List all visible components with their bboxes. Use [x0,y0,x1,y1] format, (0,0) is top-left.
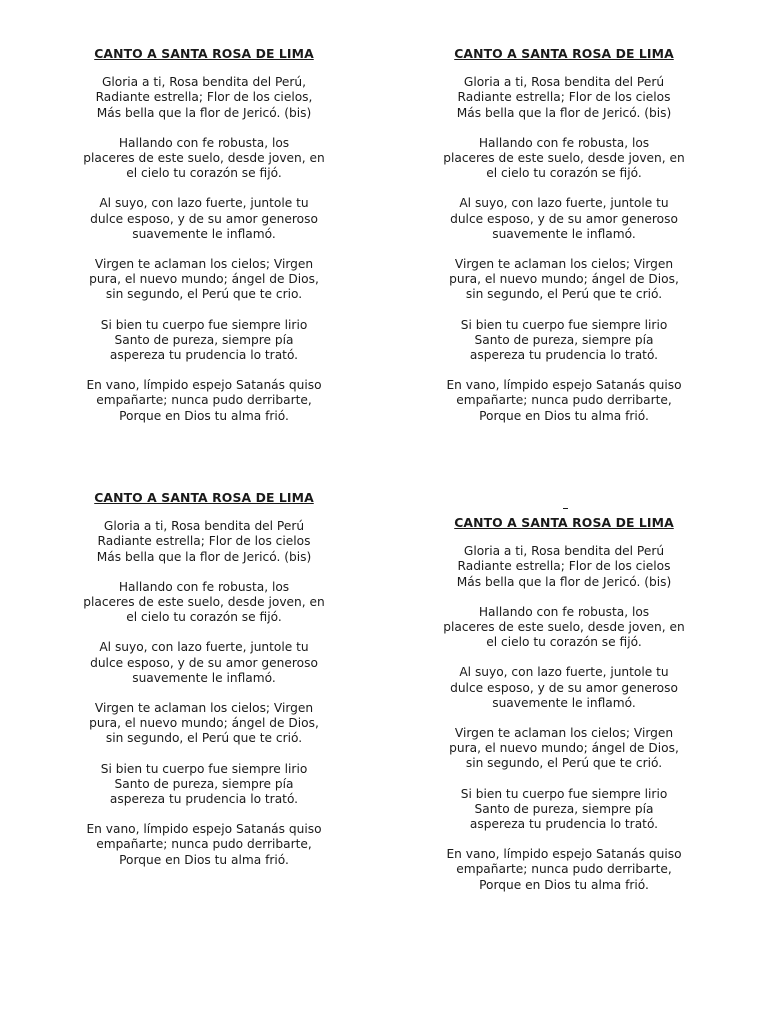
verse-line: Si bien tu cuerpo fue siempre lirio [100,761,308,776]
verse-line: Si bien tu cuerpo fue siempre lirio [100,317,308,332]
verse-line: aspereza tu prudencia lo trató. [469,348,659,363]
song-card [54,490,354,883]
verse-line: Virgen te aclaman los cielos; Virgen [94,701,314,716]
verse-line: Hallando con fe robusta, los [118,135,290,150]
stanza [54,257,354,303]
verse-line: empañarte; nunca pudo derribarte, [456,862,672,877]
stanza [54,822,354,868]
stanza [54,580,354,626]
verse-line: Más bella que la flor de Jericó. (bis) [456,574,672,589]
stanza [414,605,714,651]
verse-line: sin segundo, el Perú que te crió. [105,731,303,746]
verse-line: suavemente le inflamó. [132,670,276,685]
verse-line: Si bien tu cuerpo fue siempre lirio [460,786,668,801]
stanza [54,318,354,364]
verse-line: aspereza tu prudencia lo trató. [109,348,299,363]
stanza [54,196,354,242]
verse-line: suavemente le inflamó. [492,695,636,710]
verse-line: En vano, límpido espejo Satanás quiso [446,378,682,393]
stanza [414,847,714,893]
verse-line: Más bella que la flor de Jericó. (bis) [456,105,672,120]
verse-line: Hallando con fe robusta, los [478,135,650,150]
stanza [414,196,714,242]
verse-line: pura, el nuevo mundo; ángel de Dios, [449,272,679,287]
verse-line: aspereza tu prudencia lo trató. [469,817,659,832]
stanza [414,136,714,182]
verse-line: Porque en Dios tu alma frió. [479,408,649,423]
stanza [54,378,354,424]
verse-line: sin segundo, el Perú que te crió. [465,756,663,771]
song-title: CANTO A SANTA ROSA DE LIMA [454,515,674,530]
verse-line: el cielo tu corazón se fijó. [126,166,282,181]
stray-mark [563,508,568,509]
song-title: CANTO A SANTA ROSA DE LIMA [94,46,314,61]
stanza [414,75,714,121]
song-card [54,46,354,439]
stanza [54,519,354,565]
verse-line: Porque en Dios tu alma frió. [119,852,289,867]
verse-line: Al suyo, con lazo fuerte, juntole tu [99,196,309,211]
song-card [414,515,714,908]
verse-line: sin segundo, el Perú que te crio. [105,287,303,302]
verse-line: En vano, límpido espejo Satanás quiso [86,378,322,393]
verse-line: Más bella que la flor de Jericó. (bis) [96,105,312,120]
verse-line: el cielo tu corazón se fijó. [126,610,282,625]
stanza [414,787,714,833]
verse-line: Más bella que la flor de Jericó. (bis) [96,549,312,564]
verse-line: aspereza tu prudencia lo trató. [109,792,299,807]
verse-line: Al suyo, con lazo fuerte, juntole tu [459,665,669,680]
verse-line: dulce esposo, y de su amor generoso [450,680,678,695]
verse-line: Al suyo, con lazo fuerte, juntole tu [459,196,669,211]
verse-line: placeres de este suelo, desde joven, en [83,595,325,610]
verse-line: pura, el nuevo mundo; ángel de Dios, [89,716,319,731]
verse-line: Radiante estrella; Flor de los cielos, [95,90,313,105]
stanza [414,378,714,424]
verse-line: placeres de este suelo, desde joven, en [443,620,685,635]
verse-line: empañarte; nunca pudo derribarte, [96,837,312,852]
verse-line: Si bien tu cuerpo fue siempre lirio [460,317,668,332]
verse-line: Santo de pureza, siempre pía [114,332,294,347]
verse-line: pura, el nuevo mundo; ángel de Dios, [89,272,319,287]
stanza [414,665,714,711]
verse-line: suavemente le inflamó. [132,226,276,241]
verse-line: empañarte; nunca pudo derribarte, [456,393,672,408]
stanza [414,257,714,303]
stanza [54,762,354,808]
song-card [414,46,714,439]
verse-line: Porque en Dios tu alma frió. [479,877,649,892]
verse-line: Radiante estrella; Flor de los cielos [457,559,671,574]
stanza [414,726,714,772]
verse-line: el cielo tu corazón se fijó. [486,635,642,650]
verse-line: Hallando con fe robusta, los [118,579,290,594]
verse-line: empañarte; nunca pudo derribarte, [96,393,312,408]
stanza [54,640,354,686]
verse-line: En vano, límpido espejo Satanás quiso [86,822,322,837]
verse-line: Santo de pureza, siempre pía [114,776,294,791]
stanza [414,318,714,364]
verse-line: Gloria a ti, Rosa bendita del Perú [103,519,305,534]
verse-line: Porque en Dios tu alma frió. [119,408,289,423]
verse-line: En vano, límpido espejo Satanás quiso [446,847,682,862]
stanza [54,75,354,121]
verse-line: el cielo tu corazón se fijó. [486,166,642,181]
verse-line: Santo de pureza, siempre pía [474,801,654,816]
verse-line: sin segundo, el Perú que te crió. [465,287,663,302]
stanza [414,544,714,590]
verse-line: Al suyo, con lazo fuerte, juntole tu [99,640,309,655]
verse-line: Virgen te aclaman los cielos; Virgen [94,257,314,272]
verse-line: dulce esposo, y de su amor generoso [90,211,318,226]
verse-line: placeres de este suelo, desde joven, en [83,151,325,166]
verse-line: pura, el nuevo mundo; ángel de Dios, [449,741,679,756]
verse-line: dulce esposo, y de su amor generoso [90,655,318,670]
verse-line: Virgen te aclaman los cielos; Virgen [454,726,674,741]
verse-line: Gloria a ti, Rosa bendita del Perú [463,544,665,559]
verse-line: Virgen te aclaman los cielos; Virgen [454,257,674,272]
verse-line: placeres de este suelo, desde joven, en [443,151,685,166]
verse-line: Hallando con fe robusta, los [478,604,650,619]
verse-line: Gloria a ti, Rosa bendita del Perú, [101,75,307,90]
verse-line: Gloria a ti, Rosa bendita del Perú [463,75,665,90]
verse-line: Santo de pureza, siempre pía [474,332,654,347]
verse-line: dulce esposo, y de su amor generoso [450,211,678,226]
stanza [54,136,354,182]
song-title: CANTO A SANTA ROSA DE LIMA [454,46,674,61]
stanza [54,701,354,747]
verse-line: suavemente le inflamó. [492,226,636,241]
verse-line: Radiante estrella; Flor de los cielos [97,534,311,549]
song-title: CANTO A SANTA ROSA DE LIMA [94,490,314,505]
verse-line: Radiante estrella; Flor de los cielos [457,90,671,105]
